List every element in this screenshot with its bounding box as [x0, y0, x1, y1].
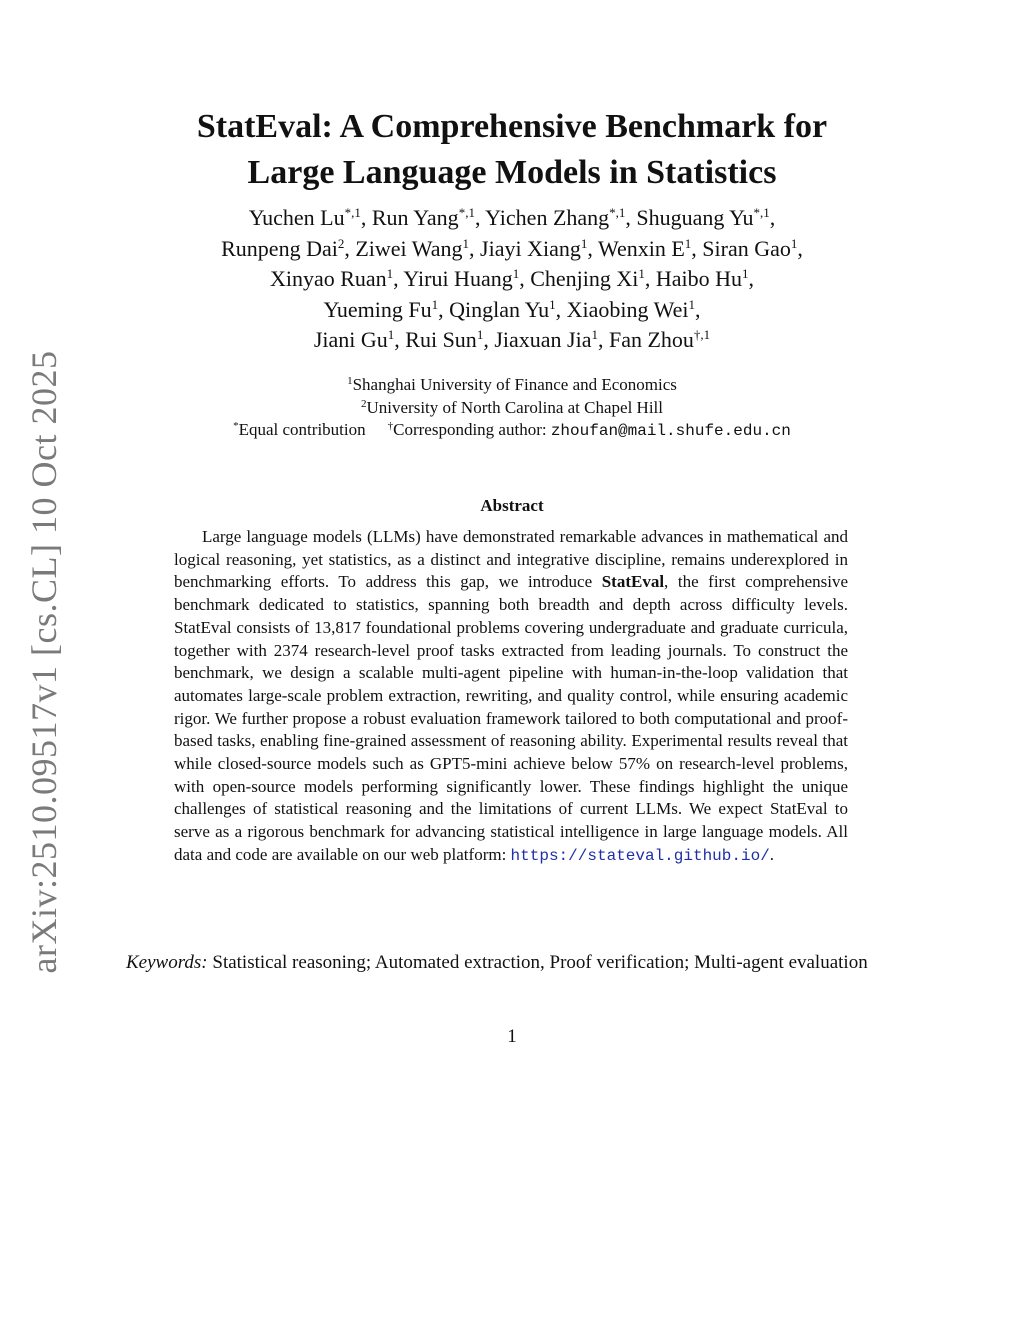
author: Yichen Zhang$^{*,1}$ — [485, 205, 626, 230]
paper-title — [100, 104, 924, 196]
keywords — [126, 950, 896, 975]
author: Jiayi Xiang$^1$ — [480, 235, 588, 261]
author: Xiaobing Wei$^1$ — [566, 296, 696, 322]
author-line-5: Jiani Gu$^1$, Rui Sun$^1$, Jiaxuan Jia$^1$, Fan Zhou$^{\dagger,1}$ — [313, 327, 711, 352]
project-website-link[interactable]: https://stateval.github.io/ — [510, 846, 770, 865]
author: Ziwei Wang$^1$ — [355, 235, 470, 261]
author-line-4: Yueming Fu$^1$, Qinglan Yu$^1$, Xiaobing Wei$^1$, — [323, 296, 701, 322]
author: Wenxin $E^1$ — [597, 235, 692, 261]
abstract-text: Large language models (LLMs) have demonstrated remarkable advances in mathematical and logical reasoning, yet statistics, as a distinct and integrative discipline, remains underexplored in benchmarking efforts. To address this gap, we introduce StatEval, the first comprehensive benchmark dedicated to statistics, spanning both breadth and depth across difficulty levels. StatEval consists of 13,817 foundational problems covering undergraduate and graduate curricula, together with 2374 research-level proof tasks extracted from leading journals. To construct the benchmark, we design a scalable multi-agent pipeline with human-in-the-loop validation that automates large-scale problem extraction, rewriting, and quality control, while ensuring academic rigor. We further propose a robust evaluation framework tailored to both computational and proof-based tasks, enabling fine-grained assessment of reasoning ability. Experimental results reveal that while closed-source models such as GPT5-mini achieve below 57% on research-level problems, with open-source models performing significantly lower. These findings highlight the unique challenges of statistical reasoning and the limitations of current LLMs. We expect StatEval to serve as a rigorous benchmark for advancing statistical intelligence in large language models. All data and code are available on our web platform: https://stateval.github.io/. — [174, 527, 848, 865]
author: Run Yang$^{*,1}$ — [371, 205, 475, 230]
benchmark-name: StatEval — [601, 572, 665, 592]
author: Haibo Hu$^1$ — [655, 266, 749, 291]
author: Rui Sun$^1$ — [405, 327, 484, 352]
author: Yueming Fu$^1$ — [323, 296, 439, 322]
affiliations — [100, 374, 924, 443]
equal-contribution-note: *Equal contribution — [233, 420, 366, 439]
author: Siran Gao$^1$ — [702, 235, 798, 261]
author: Jiaxuan Jia$^1$ — [494, 327, 598, 352]
page-number: 1 — [507, 1026, 517, 1047]
author-line-3: Xinyao Ruan$^1$, Yirui Huang$^1$, Chenjing Xi$^1$, Haibo Hu$^1$, — [269, 266, 755, 291]
author: Yuchen $Lu^{*,1}$ — [248, 205, 361, 230]
arxiv-identifier-stamp: arXiv:2510.09517v1 [cs.CL] 10 Oct 2025 — [24, 350, 64, 974]
author-notes — [100, 419, 924, 443]
author: Shuguang $Yu^{*,1}$ — [636, 205, 770, 230]
author: Jiani Gu$^1$ — [313, 327, 395, 352]
author-line-2: Runpeng Dai$^2$, Ziwei Wang$^1$, Jiayi Xiang$^1$, Wenxin $E^1$, Siran Gao$^1$, — [221, 235, 803, 261]
title-line-2: Large Language Models in Statistics — [247, 154, 777, 191]
affiliation-2: $^2$University of North Carolina at Chapel Hill — [361, 397, 663, 417]
author: Qinglan Yu$^1$ — [449, 296, 556, 322]
corresponding-email: zhoufan@mail.shufe.edu.cn — [550, 422, 791, 440]
keywords-list: Statistical reasoning; Automated extraction, Proof verification; Multi-agent evaluation — [212, 952, 868, 973]
title-line-1: StatEval: A Comprehensive Benchmark for — [196, 108, 828, 145]
author: Yirui Huang$^1$ — [403, 266, 520, 291]
author: Xinyao Ruan$^1$ — [269, 266, 394, 291]
author: Runpeng Dai$^2$ — [221, 235, 345, 261]
corresponding-author-note: †Corresponding author: zhoufan@mail.shufe.edu.cn — [387, 420, 791, 440]
author: Fan Zhou$^{\dagger,1}$ — [608, 327, 711, 352]
author: Chenjing Xi$^1$ — [530, 266, 645, 291]
affiliation-1: $^1$Shanghai University of Finance and Economics — [347, 375, 677, 394]
author-list — [100, 203, 924, 356]
keywords-label: Keywords: — [126, 952, 208, 973]
author-line-1: Yuchen $Lu^{*,1}$, Run Yang$^{*,1}$, Yichen Zhang$^{*,1}$, Shuguang $Yu^{*,1}$, — [248, 205, 776, 230]
abstract-heading: Abstract — [480, 496, 544, 515]
